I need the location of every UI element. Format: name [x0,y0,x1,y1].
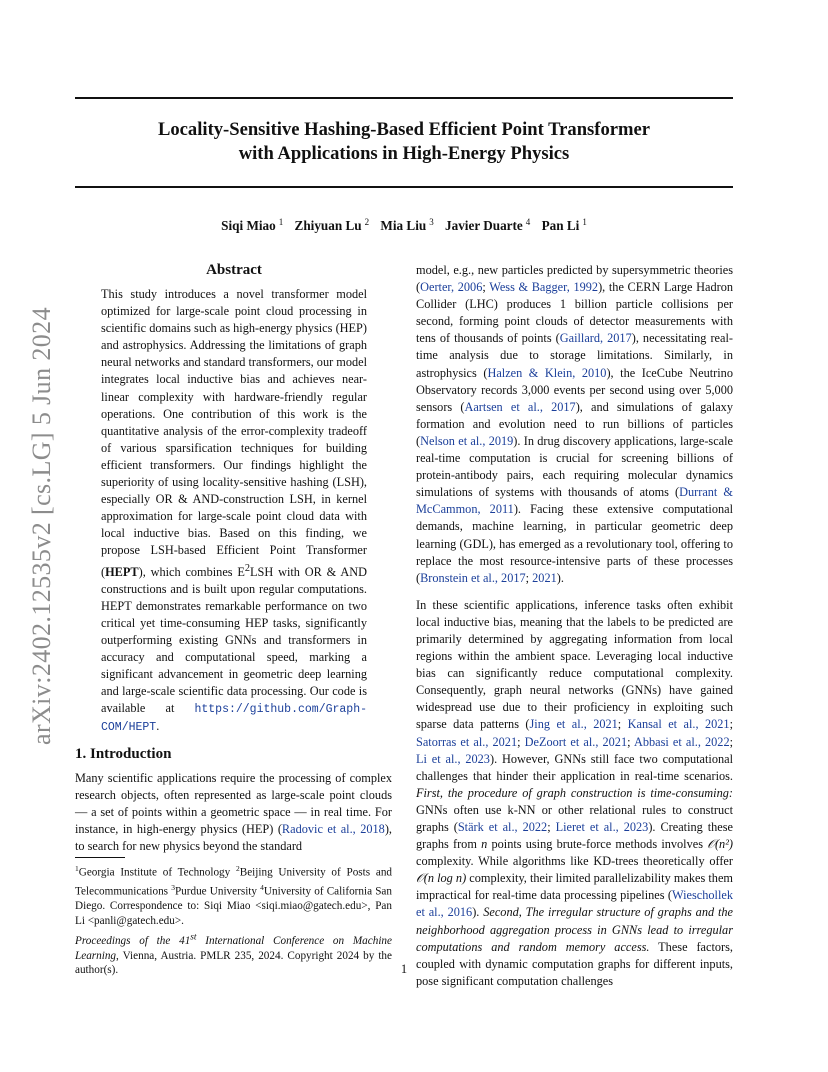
citation-link[interactable]: Abbasi et al., 2022 [633,734,730,749]
author-name: Javier Duarte [445,218,523,234]
citation-link[interactable]: Satorras et al., 2021 [416,734,518,749]
author [445,218,530,233]
abstract-paragraph: This study introduces a novel transformer model optimized for large-scale point cloud processing in scientific domains such as high-energy physics (HEP) and astrophysics. Addressing the limitations of graph neural networks and standard transformers, our model integrates local inductive bias and achieves near-linear complexity with hardware-friendly regular operations. One contribution of this work is the quantitative analysis of the error-complexity tradeoff of various sparsification techniques for building efficient transformers. Our findings highlight the superiority of using locality-sensitive hashing (LSH), especially OR & AND-construction LSH, in kernel approximation for large-scale point cloud data with local inductive bias. Based on this finding, we propose LSH-based Efficient Point Transformer (HEPT), which combines $E^2LSH$ with OR & AND constructions and is built upon regular computations. HEPT demonstrates remarkable performance on two critical yet time-consuming HEP tasks, significantly outperforming existing GNNs and transformers in accuracy and computational speed, marking a significant advancement in geometric deep learning and large-scale scientific data processing. Our code is available at https://github.com/Graph-COM/HEPT. [101,287,368,735]
citation-link[interactable]: 2021 [532,570,557,585]
section-heading-introduction: 1. Introduction [75,746,172,762]
author-affiliation: 2 [364,217,370,227]
title-bottom-rule [75,186,733,188]
author [295,218,370,233]
author-name: Mia Liu [380,218,427,234]
top-rule [75,97,733,99]
citation-link[interactable]: Li et al., 2023 [416,751,490,766]
title-line-2: with Applications in High-Energy Physics [238,143,570,164]
emphasis-text: First, the procedure of graph construction is time-consuming: [416,785,733,800]
math-variable: n [481,837,488,852]
citation-link[interactable]: Kansal et al., 2021 [627,717,730,732]
emphasis-text: Second, The irregular structure of graphs and the neighborhood aggregation process in GNNs lead to irregular computations and random memory access. [416,905,733,954]
author-name: Siqi Miao [221,218,276,234]
citation-link[interactable]: Halzen & Klein, 2010 [487,365,607,380]
author-affiliation: 3 [429,217,434,227]
paper-title [75,118,733,166]
abstract-body [101,286,367,737]
body-paragraph: model, e.g., new particles predicted by supersymmetric theories (Oerter, 2006; Wess & Bagger, 1992), the CERN Large Hadron Collider (LHC) produces 1 billion particle collisions per second, forming point clouds of detector measurements with tens of thousands of points (Gaillard, 2017), necessitating real-time analysis due to storage limitations. Similarly, in astrophysics (Halzen & Klein, 2010), the IceCube Neutrino Observatory records 3,000 events per second using over 5,000 sensors (Aartsen et al., 2017), and simulations of galaxy formation and evolution need to run billions of particles (Nelson et al., 2019). In drug discovery applications, large-scale real-time computation is crucial for screening billions of protein-antibody pairs, each requiring molecular dynamics simulations of systems with thousands of atoms (Durrant & McCammon, 2011). Facing these extensive computational demands, machine learning, in particular geometric deep learning (GDL), has emerged as a revolutionary tool, offering to replace the most resource-intensive parts of these processes (Bronstein et al., 2017; 2021). [416,263,733,585]
proceedings-note: Proceedings of the 41st International Conference on Machine Learning, Vienna, Austria. PMLR 235, 2024. Copyright 2024 by the author(s). [75,932,392,977]
author-list [75,212,733,236]
abstract-heading: Abstract [206,262,262,278]
title-line-1: Locality-Sensitive Hashing-Based Efficient Point Transformer [157,119,651,140]
author-affiliation: 1 [582,217,587,227]
author-name: Pan Li [541,218,580,234]
math-expression: 𝒪(n log n) [416,871,467,886]
citation-link[interactable]: DeZoort et al., 2021 [524,734,628,749]
citation-link[interactable]: Lieret et al., 2023 [555,820,649,834]
page-number: 1 [400,962,408,976]
citation-link[interactable]: Oerter, 2006 [420,280,483,295]
arxiv-watermark: arXiv:2402.12535v2 [cs.LG] 5 Jun 2024 [27,307,56,745]
citation-link[interactable]: Wieschollek et al., 2016 [416,888,733,920]
author-affiliation: 1 [278,217,284,227]
code-link[interactable]: https://github.com/Graph-COM/HEPT [101,703,367,735]
math-expression: 𝒪(n²) [707,837,733,852]
right-column-text [416,262,733,990]
author [542,218,587,233]
author-name: Zhiyuan Lu [294,218,362,234]
author [380,218,433,233]
intro-paragraph: Many scientific applications require the processing of complex research objects, often represented as large-scale point clouds — a set of points within a geometric space — in real time. For instance, in high-energy physics (HEP) (Radovic et al., 2018), to search for new physics beyond the standard [75,771,392,854]
citation-link[interactable]: Aartsen et al., 2017 [464,399,576,414]
introduction-text [75,770,392,855]
author-affiliation: 4 [525,217,531,227]
author [221,218,283,233]
citation-link[interactable]: Durrant & McCammon, 2011 [416,485,733,517]
citation-link[interactable]: Gaillard, 2017 [559,331,632,346]
citation-link[interactable]: Stärk et al., 2022 [457,820,548,834]
citation-link[interactable]: Wess & Bagger, 1992 [489,280,599,295]
affiliation-footnote: $^1$Georgia Institute of Technology $^2$Beijing University of Posts and Telecommunications $^3$Purdue University $^4$University of California San Diego. Correspondence to: Siqi Miao <siqi.miao@gatech.edu>, Pan Li <panli@gatech.edu>. [75,864,393,927]
citation-link[interactable]: Nelson et al., 2019 [420,433,514,448]
hept-name: HEPT [105,564,139,579]
footnote-rule [75,857,125,858]
body-paragraph: In these scientific applications, inference tasks often exhibit local inductive bias, meaning that the labels to be predicted are primarily determined by aggregating information from local regions within the ambient space. Leveraging local inductive bias can significantly reduce computational complexity. Consequently, graph neural networks (GNNs) have gained widespread use due to their proficiency in exploiting such sparse data patterns (Jing et al., 2021; Kansal et al., 2021; Satorras et al., 2021; DeZoort et al., 2021; Abbasi et al., 2022; Li et al., 2023). However, GNNs still face two computational challenges that hinder their application in real-time scenarios. First, the procedure of graph construction is time-consuming: GNNs often use k-NN or other relational rules to construct graphs (Stärk et al., 2022; Lieret et al., 2023). Creating these graphs from n points using brute-force methods involves 𝒪(n²) complexity. While algorithms like KD-trees theoretically offer 𝒪(n log n) complexity, their limited parallelizability makes them impractical for real-time data processing pipelines (Wieschollek et al., 2016). Second, The irregular structure of graphs and the neighborhood aggregation process in GNNs lead to irregular computations and random memory access. These factors, coupled with dynamic computation graphs for different inputs, pose significant computation challenges [416,597,734,988]
citation-link[interactable]: Radovic et al., 2018 [281,822,385,837]
citation-link[interactable]: Jing et al., 2021 [529,717,618,732]
citation-link[interactable]: Bronstein et al., 2017 [420,570,526,585]
